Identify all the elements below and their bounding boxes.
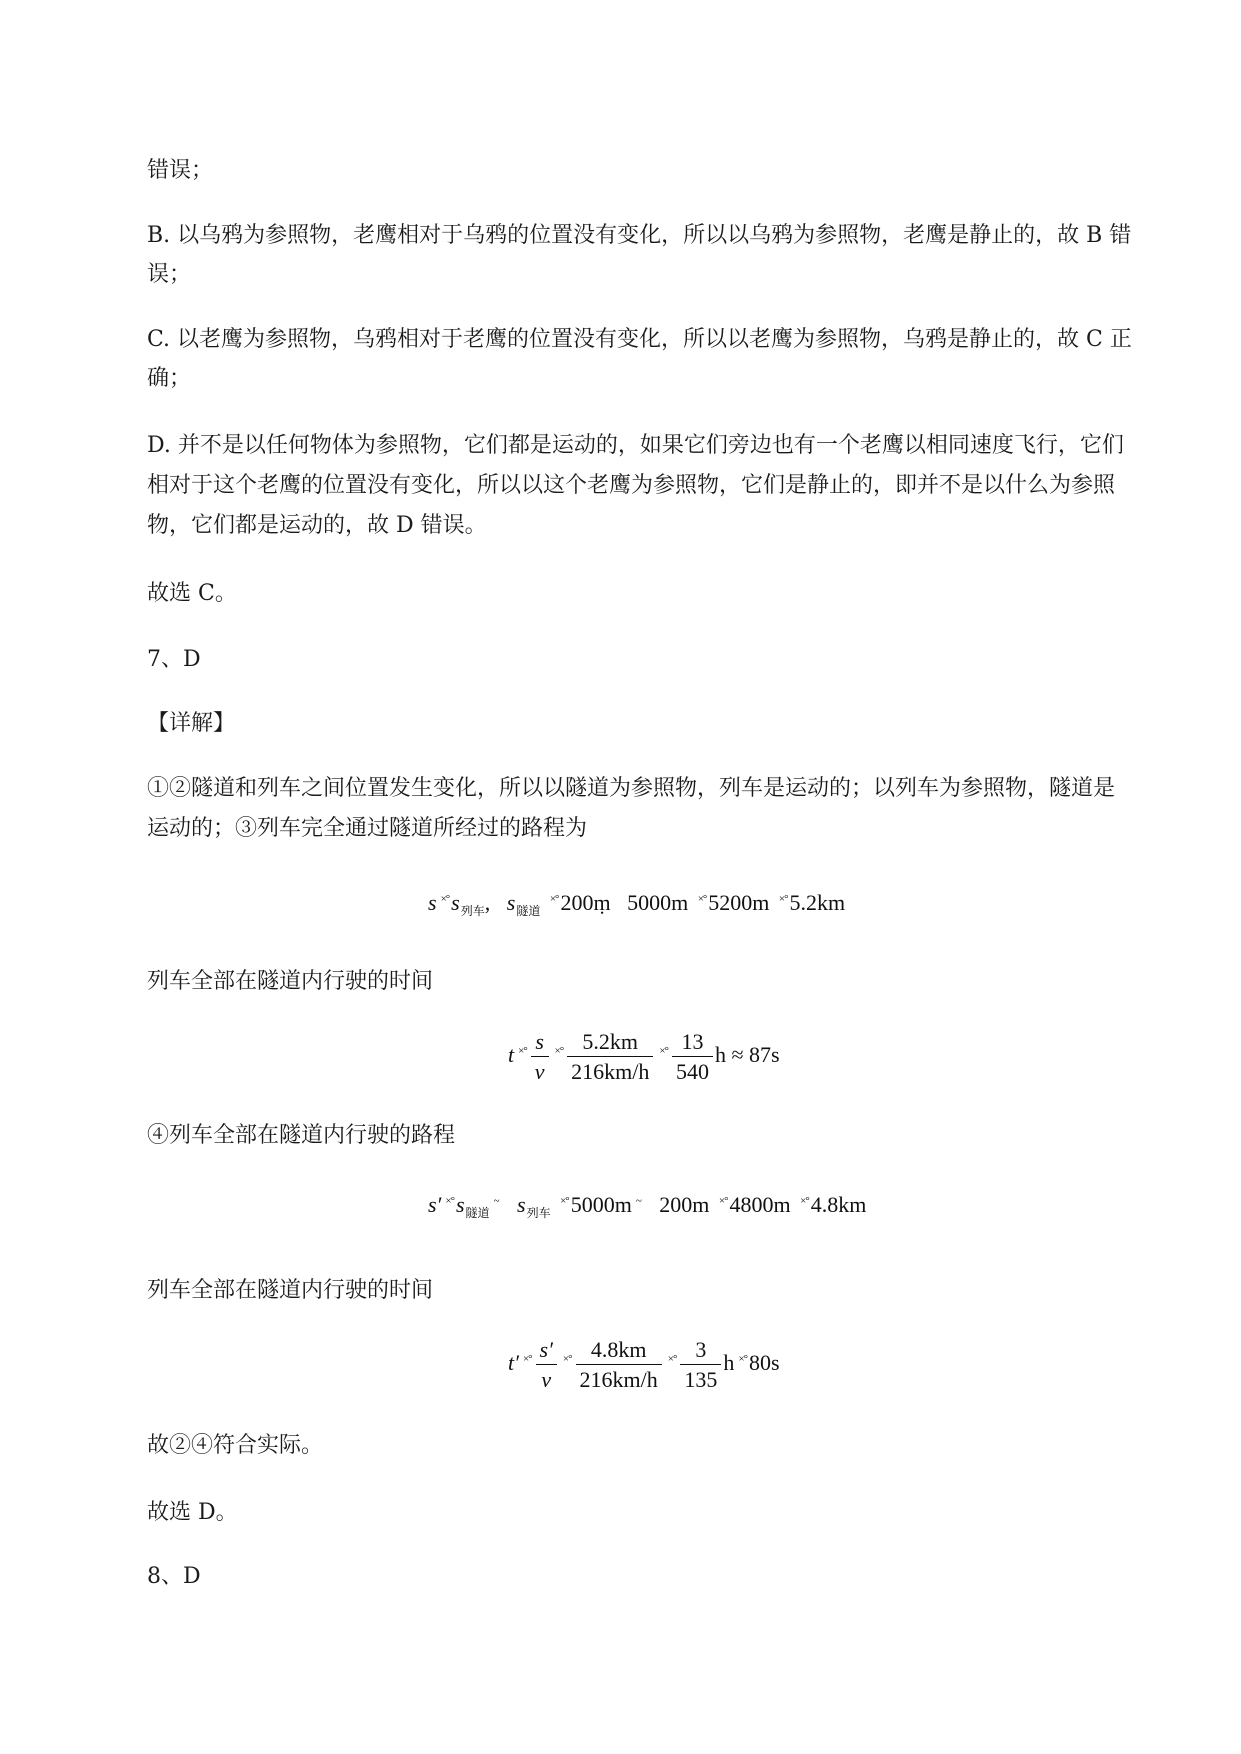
fraction-3-over-135: [680, 1338, 721, 1392]
subscript-train: 列车: [526, 1206, 551, 1220]
formula-time-inside: [508, 1338, 780, 1392]
equals-glyph: ×°: [440, 893, 450, 905]
result-80s: 80s: [748, 1350, 780, 1376]
comma: ,: [484, 890, 491, 915]
option-c-text-cont: 确；: [147, 366, 192, 391]
value-200m: 200m: [560, 890, 611, 915]
subscript-tunnel: 隧道: [465, 1206, 490, 1220]
var-s-train: s: [517, 1192, 526, 1217]
paragraph-text: ④列车全部在隧道内行驶的路程: [147, 1123, 456, 1148]
option-d-text: D. 并不是以任何物体为参照物，它们都是运动的，如果它们旁边也有一个老鹰以相同速度飞行，它们: [147, 433, 1124, 458]
equals-glyph: ×°: [697, 893, 707, 905]
equals-glyph: ×°: [667, 1353, 677, 1366]
var-t: t: [508, 1042, 515, 1068]
option-b-text-cont: 误；: [147, 262, 192, 287]
var-t-prime: t′: [508, 1350, 519, 1376]
equals-glyph: ×°: [522, 1353, 532, 1366]
question-number-answer: 7、D: [147, 647, 201, 672]
equals-glyph: ×°: [554, 1045, 564, 1058]
denominator: 216km/h: [579, 1367, 658, 1392]
numerator: s′: [536, 1338, 557, 1365]
option-d-text-cont2: 物，它们都是运动的，故 D 错误。: [147, 513, 487, 538]
value-200m: 200m: [659, 1192, 710, 1217]
denominator: 135: [684, 1367, 718, 1392]
value-4800m: 4800m: [729, 1192, 791, 1217]
equals-glyph: ×°: [445, 1195, 454, 1207]
denominator: v: [541, 1367, 552, 1392]
explanation-text: ①②隧道和列车之间位置发生变化，所以以隧道为参照物，列车是运动的；以列车为参照物，隧道是: [147, 776, 1116, 801]
subscript-tunnel: 隧道: [516, 904, 541, 918]
value-5200m: 5200m: [708, 890, 770, 915]
equals-glyph: ×°: [738, 1353, 747, 1366]
var-s-tunnel: s: [455, 1192, 465, 1217]
value-4.8km: 4.8km: [810, 1192, 867, 1217]
var-s-tunnel: s: [506, 890, 516, 915]
value-5.2km: 5.2km: [789, 890, 846, 915]
var-s-prime: s′: [428, 1192, 442, 1217]
fraction-s-over-v: [531, 1030, 549, 1084]
fraction-distance-over-speed: [567, 1030, 653, 1084]
numerator: s: [531, 1030, 549, 1057]
formula-distance-inside: [428, 1192, 866, 1218]
paragraph-text: 列车全部在隧道内行驶的时间: [147, 1278, 434, 1303]
subscript-train: 列车: [460, 904, 485, 918]
value-5000m: 5000m: [627, 890, 689, 915]
fraction-13-over-540: [672, 1030, 713, 1084]
minus-glyph: ~: [493, 1195, 499, 1207]
numerator: 13: [672, 1030, 713, 1057]
equals-glyph: ×°: [718, 1195, 728, 1207]
numerator: 3: [680, 1338, 721, 1365]
answer-choice-text: 故选 C。: [147, 581, 237, 606]
numerator: 5.2km: [567, 1030, 653, 1057]
paragraph-text: 列车全部在隧道内行驶的时间: [147, 969, 434, 994]
conclusion-text: 故②④符合实际。: [147, 1433, 324, 1458]
equals-glyph: ×°: [800, 1195, 809, 1207]
denominator: v: [534, 1059, 545, 1084]
option-c-text: C. 以老鹰为参照物，乌鸦相对于老鹰的位置没有变化，所以以老鹰为参照物，乌鸦是静止的，故 C 正: [147, 327, 1132, 352]
paragraph-text: 错误；: [147, 158, 214, 183]
equals-glyph: ×°: [778, 893, 788, 905]
var-s: s: [428, 890, 437, 915]
fraction-distance-over-speed: [576, 1338, 662, 1392]
option-b-text: B. 以乌鸦为参照物，老鹰相对于乌鸦的位置没有变化，所以以乌鸦为参照物，老鹰是静止的，故 B 错: [147, 223, 1132, 248]
result-text: h ≈ 87s: [714, 1042, 780, 1068]
question-number-answer: 8、D: [147, 1564, 201, 1589]
equals-glyph: ×°: [659, 1045, 668, 1058]
fraction-sprime-over-v: [536, 1338, 557, 1392]
equals-glyph: ×°: [518, 1045, 527, 1058]
equals-glyph: ×°: [549, 893, 559, 905]
explanation-text-cont: 运动的；③列车完全通过隧道所经过的路程为: [147, 816, 588, 841]
equals-glyph: ×°: [562, 1353, 572, 1366]
answer-choice-text: 故选 D。: [147, 1500, 238, 1525]
formula-distance-total: [428, 890, 845, 916]
minus-glyph: ~: [635, 1195, 641, 1207]
denominator: 540: [675, 1059, 709, 1084]
formula-time-full: [508, 1030, 780, 1084]
equals-glyph: ×°: [560, 1195, 569, 1207]
denominator: 216km/h: [571, 1059, 650, 1084]
numerator: 4.8km: [576, 1338, 662, 1365]
detail-heading: 【详解】: [147, 711, 236, 736]
value-5000m: 5000m: [570, 1192, 632, 1217]
unit-h: h: [723, 1350, 735, 1376]
option-d-text-cont: 相对于这个老鹰的位置没有变化，所以以这个老鹰为参照物，它们是静止的，即并不是以什么为参照: [147, 473, 1116, 498]
var-s-train: s: [451, 890, 460, 915]
